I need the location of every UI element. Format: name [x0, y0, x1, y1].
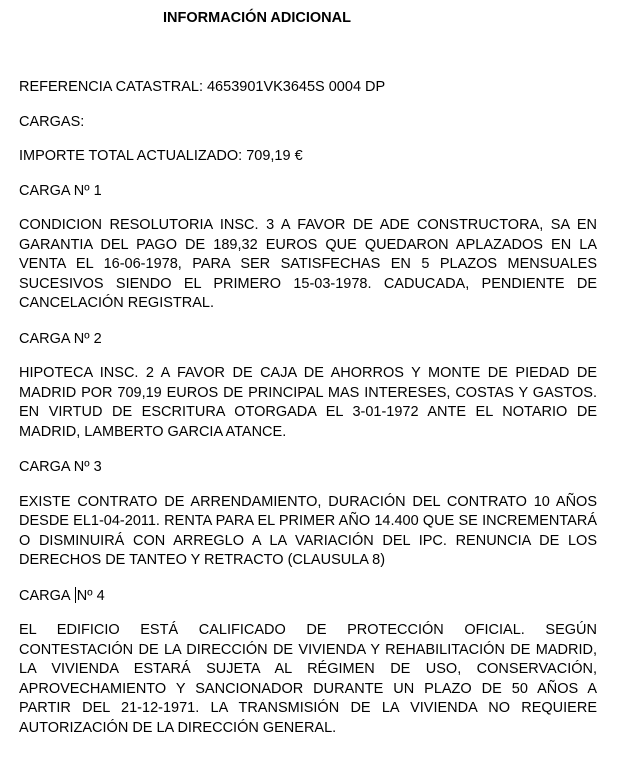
carga-4-heading [19, 587, 597, 607]
text-cursor [75, 587, 76, 603]
document-body[interactable] [19, 78, 597, 754]
carga-2-heading: CARGA Nº 2 [19, 330, 102, 347]
document-title: INFORMACIÓN ADICIONAL [163, 10, 351, 26]
carga-3-heading: CARGA Nº 3 [19, 459, 102, 475]
carga-2-text: HIPOTECA INSC. 2 A FAVOR DE CAJA DE AHORROS Y MONTE DE PIEDAD DE MADRID POR 709,19 EUROS DE PRINCIPAL MAS INTERESES, COSTAS Y GASTOS. EN VIRTUD DE ESCRITURA OTORGADA EL 3-01-1972 ANTE EL NOTARIO DE MADRID, LAMBERTO GARCIA ATANCE. [19, 365, 597, 440]
carga-1-text: CONDICION RESOLUTORIA INSC. 3 A FAVOR DE ADE CONSTRUCTORA, SA EN GARANTIA DEL PAGO DE 189,32 EUROS QUE QUEDARON APLAZADOS EN LA VENTA EL 16-06-1978, PARA SER SATISFECHAS EN 5 PLAZOS MENSUALES SUCESIVOS SIENDO EL PRIMERO 15-03-1978. CADUCADA, PENDIENTE DE CANCELACIÓN REGISTRAL. [19, 217, 597, 311]
carga-3-text: EXISTE CONTRATO DE ARRENDAMIENTO, DURACIÓN DEL CONTRATO 10 AÑOS DESDE EL1-04-2011. RENTA PARA EL PRIMER AÑO 14.400 QUE SE INCREMENTARÁ O DISMINUIRÁ CON ARREGLO A LA VARIACIÓN DEL IPC. RENUNCIA DE LOS DERECHOS DE TANTEO Y RETRACTO (CLAUSULA 8) [19, 493, 597, 568]
cargas-label: CARGAS: [19, 113, 85, 130]
importe-total: IMPORTE TOTAL ACTUALIZADO: 709,19 € [19, 148, 303, 164]
carga-4-text: EL EDIFICIO ESTÁ CALIFICADO DE PROTECCIÓN OFICIAL. SEGÚN CONTESTACIÓN DE LA DIRECCIÓN DE VIVIENDA Y REHABILITACIÓN DE MADRID, LA VIVIENDA ESTARÁ SUJETA AL RÉGIMEN DE USO, CONSERVACIÓN, APROVECHAMIENTO Y SANCIONADOR DURANTE UN PLAZO DE 50 AÑOS A PARTIR DEL 21-12-1971. LA TRANSMISIÓN DE LA VIVIENDA NO REQUIERE AUTORIZACIÓN DE LA DIRECCIÓN GENERAL. [19, 622, 597, 736]
carga-4-heading-end: Nº 4 [76, 587, 105, 604]
carga-1-heading: CARGA Nº 1 [19, 182, 102, 199]
carga-4-heading-start: CARGA [19, 587, 74, 604]
referencia-catastral: REFERENCIA CATASTRAL: 4653901VK3645S 0004 DP [19, 79, 386, 95]
